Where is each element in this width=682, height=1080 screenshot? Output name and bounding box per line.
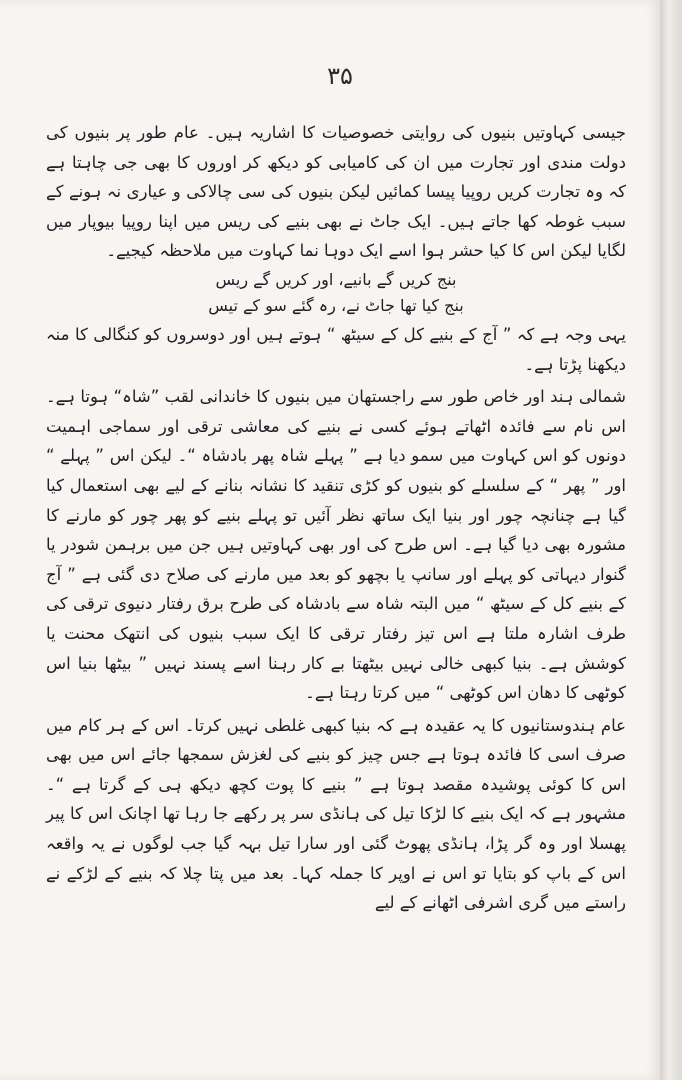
paragraph-2: یہی وجہ ہے کہ ” آج کے بنیے کل کے سیٹھ “ ہوتے ہیں اور دوسروں کو کنگالی کا منہ دیکھنا پڑتا ہے۔ bbox=[46, 324, 626, 374]
page-edge bbox=[660, 0, 682, 1080]
paragraph-1: جیسی کہاوتیں بنیوں کی روایتی خصوصیات کا اشاریہ ہیں۔ عام طور پر بنیوں کی دولت مندی اور تجارت میں ان کی کامیابی کو دیکھ کر اوروں کا بھی جی چاہتا ہے کہ وہ تجارت کریں روپیا پیسا کمائیں لیکن بنیوں کی سی چالاکی و عیاری نہ ہونے کے سبب غوطہ کھا جاتے ہیں۔ ایک جاٹ نے بھی بنیے کی ریس میں اپنا روپیا بیوپار میں لگایا لیکن اس کا کیا حشر ہوا اسے ایک دوہا نما کہاوت میں ملاحظہ کیجیے۔ bbox=[46, 123, 626, 261]
verse-line-1: بنج کریں گے بانیے، اور کریں گے ریس bbox=[215, 269, 457, 289]
page-body bbox=[46, 118, 626, 918]
paragraph-3: شمالی ہند اور خاص طور سے راجستھان میں بنیوں کا خاندانی لقب ”شاہ“ ہوتا ہے۔ اس نام سے فائدہ اٹھاتے ہوئے کسی نے بنیے کی معاشی ترقی اور سماجی اہمیت دونوں کو اس کہاوت میں سمو دیا ہے ” پہلے شاہ پھر بادشاہ “۔ لیکن اس ” پہلے “ اور ” پھر “ کے سلسلے کو بنیوں کو کڑی تنقید کا نشانہ بنانے کے لیے بھی استعمال کیا گیا ہے چنانچہ چور اور بنیا ایک ساتھ نظر آئیں تو پہلے بنیے کو پھر چور کو مارنے کا مشورہ بھی دیا گیا ہے۔ اس طرح کی اور بھی کہاوتیں ہیں جن میں برہمن شودر یا گنوار دیہاتی کو پہلے اور سانپ یا بچھو کو بعد میں مارنے کی صلاح دی گئی ہے ” آج کے بنیے کل کے سیٹھ “ میں البتہ شاہ سے بادشاہ کی طرح برق رفتار دنیوی ترقی کی طرف اشارہ ملتا ہے اس تیز رفتار ترقی کا ایک سبب بنیوں کی انتھک محنت یا کوشش ہے۔ بنیا کبھی خالی نہیں بیٹھتا بے کار رہنا اسے پسند نہیں ” بیٹھا بنیا اس کوٹھی کا دھان اس کوٹھی “ میں کرتا رہتا ہے۔ bbox=[46, 387, 626, 703]
page-number: ۳۵ bbox=[327, 62, 353, 90]
verse-line-2: بنج کیا تھا جاٹ نے، رہ گئے سو کے تیس bbox=[208, 295, 464, 315]
paragraph-4: عام ہندوستانیوں کا یہ عقیدہ ہے کہ بنیا کبھی غلطی نہیں کرتا۔ اس کے ہر کام میں صرف اسی کا فائدہ ہوتا ہے جس چیز کو بنیے کی لغزش سمجھا جائے اس میں بھی اس کا کوئی پوشیدہ مقصد ہوتا ہے ” بنیے کا پوت کچھ دیکھ ہی کے گرتا ہے “۔ مشہور ہے کہ ایک بنیے کا لڑکا تیل کی ہانڈی سر پر رکھے جا رہا تھا اچانک اس کا پیر پھسلا اور وہ گر پڑا، ہانڈی پھوٹ گئی اور سارا تیل بہہ گیا جب لوگوں نے یہ واقعہ اس کے باپ کو بتایا تو اس نے اوپر کا جملہ کہا۔ بعد میں پتا چلا کہ بنیے کے لڑکے نے راستے میں گری اشرفی اٹھانے کے لیے bbox=[46, 715, 626, 913]
